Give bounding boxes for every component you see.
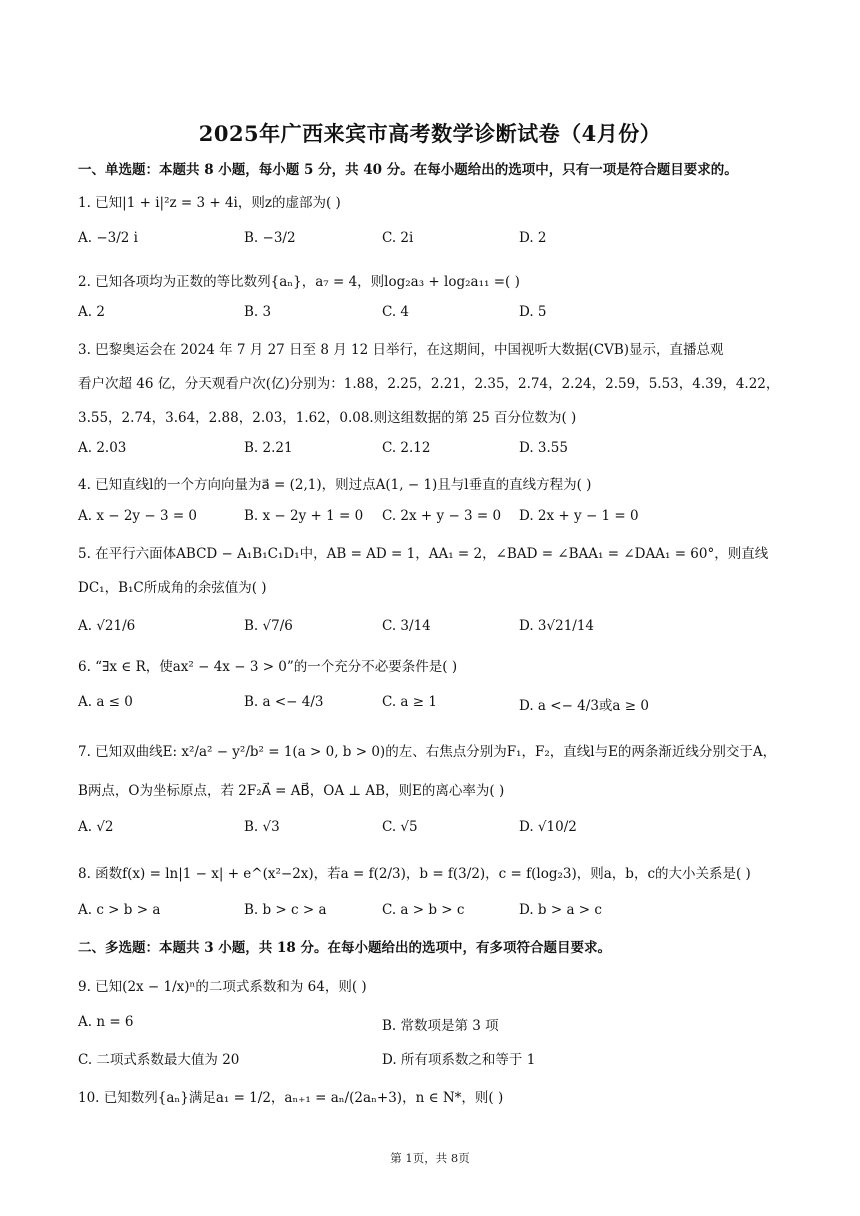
question-3-option-b: B. 2.21 (244, 440, 293, 456)
question-2-option-a: A. 2 (78, 304, 105, 320)
question-8-option-d: D. b > a > c (519, 902, 602, 918)
question-9-option-a: A. n = 6 (78, 1014, 134, 1030)
question-9-stem: 9. 已知(2x − 1/x)ⁿ的二项式系数和为 64，则( ) (78, 979, 367, 995)
question-5-option-d: D. 3√21/14 (519, 618, 595, 634)
question-5-option-b: B. √7/6 (244, 618, 293, 634)
question-9-option-b: B. 常数项是第 3 项 (382, 1018, 499, 1034)
question-3-option-d: D. 3.55 (519, 440, 568, 456)
question-1-stem: 1. 已知|1 + i|²z = 3 + 4i，则z的虚部为( ) (78, 195, 341, 211)
question-2-option-c: C. 4 (382, 304, 410, 320)
question-6-option-b: B. a <− 4/3 (244, 694, 324, 710)
question-7-option-c: C. √5 (382, 819, 418, 835)
question-5-stem-line-1: 5. 在平行六面体ABCD − A₁B₁C₁D₁中，AB = AD = 1，AA₁ = 2，∠BAD = ∠BAA₁ = ∠DAA₁ = 60°，则直线 (78, 546, 769, 562)
question-7-stem-line-2: B两点，O为坐标原点，若 2F₂A⃗ = AB⃗，OA ⊥ AB，则E的离心率为( ) (78, 783, 505, 799)
page-footer: 第 1页，共 8页 (390, 1151, 470, 1165)
question-7-stem-line-1: 7. 已知双曲线E: x²/a² − y²/b² = 1(a > 0, b > 0)的左、右焦点分别为F₁，F₂，直线l与E的两条渐近线分别交于A， (78, 744, 777, 760)
section-heading-single-choice: 一、单选题：本题共 8 小题，每小题 5 分，共 40 分。在每小题给出的选项中，只有一项是符合题目要求的。 (78, 162, 738, 178)
question-4-stem: 4. 已知直线l的一个方向向量为a⃗ = (2,1)，则过点A(1, − 1)且与l垂直的直线方程为( ) (78, 477, 592, 493)
question-4-option-a: A. x − 2y − 3 = 0 (78, 508, 198, 524)
question-6-stem: 6. “∃x ∈ R，使ax² − 4x − 3 > 0”的一个充分不必要条件是( ) (78, 659, 458, 675)
question-4-option-b: B. x − 2y + 1 = 0 (244, 508, 364, 524)
section-heading-multiple-choice: 二、多选题：本题共 3 小题，共 18 分。在每小题给出的选项中，有多项符合题目要求。 (78, 940, 611, 956)
question-5-option-c: C. 3/14 (382, 618, 431, 634)
question-7-option-d: D. √10/2 (519, 819, 577, 835)
question-2-option-d: D. 5 (519, 304, 547, 320)
question-6-option-c: C. a ≥ 1 (382, 694, 437, 710)
question-3-stem-line-1: 3. 巴黎奥运会在 2024 年 7 月 27 日至 8 月 12 日举行，在这期间，中国视听大数据(CVB)显示，直播总观 (78, 342, 724, 358)
question-2-option-b: B. 3 (244, 304, 272, 320)
question-3-stem-line-2: 看户次超 46 亿，分天观看户次(亿)分别为：1.88，2.25，2.21，2.35，2.74，2.24，2.59，5.53，4.39，4.22， (78, 376, 780, 392)
question-7-option-b: B. √3 (244, 819, 280, 835)
question-6-option-a: A. a ≤ 0 (78, 694, 133, 710)
question-4-option-c: C. 2x + y − 3 = 0 (382, 508, 502, 524)
question-1-option-b: B. −3/2 (244, 230, 296, 246)
question-10-stem: 10. 已知数列{aₙ}满足a₁ = 1/2，aₙ₊₁ = aₙ/(2aₙ+3)，n ∈ N*，则( ) (78, 1090, 504, 1106)
question-2-stem: 2. 已知各项均为正数的等比数列{aₙ}，a₇ = 4，则log₂a₃ + log₂a₁₁ =( ) (78, 274, 520, 290)
question-5-option-a: A. √21/6 (78, 618, 136, 634)
question-9-option-c: C. 二项式系数最大值为 20 (78, 1052, 240, 1068)
question-8-option-a: A. c > b > a (78, 902, 161, 918)
question-8-stem: 8. 函数f(x) = ln|1 − x| + e^(x²−2x)，若a = f(2/3)，b = f(3/2)，c = f(log₂3)，则a，b，c的大小关系是( ) (78, 866, 751, 882)
question-1-option-c: C. 2i (382, 230, 414, 246)
question-4-option-d: D. 2x + y − 1 = 0 (519, 508, 639, 524)
question-3-stem-line-3: 3.55，2.74，3.64，2.88，2.03，1.62，0.08.则这组数据的第 25 百分位数为( ) (78, 410, 577, 426)
question-1-option-d: D. 2 (519, 230, 547, 246)
question-3-option-c: C. 2.12 (382, 440, 431, 456)
question-8-option-c: C. a > b > c (382, 902, 465, 918)
question-7-option-a: A. √2 (78, 819, 114, 835)
page-title: 2025年广西来宾市高考数学诊断试卷（4月份） (198, 121, 662, 146)
question-8-option-b: B. b > c > a (244, 902, 327, 918)
question-6-option-d: D. a <− 4/3或a ≥ 0 (519, 698, 649, 714)
question-3-option-a: A. 2.03 (78, 440, 127, 456)
question-5-stem-line-2: DC₁，B₁C所成角的余弦值为( ) (78, 580, 267, 596)
question-1-option-a: A. −3/2 i (78, 230, 138, 246)
question-9-option-d: D. 所有项系数之和等于 1 (382, 1052, 536, 1068)
